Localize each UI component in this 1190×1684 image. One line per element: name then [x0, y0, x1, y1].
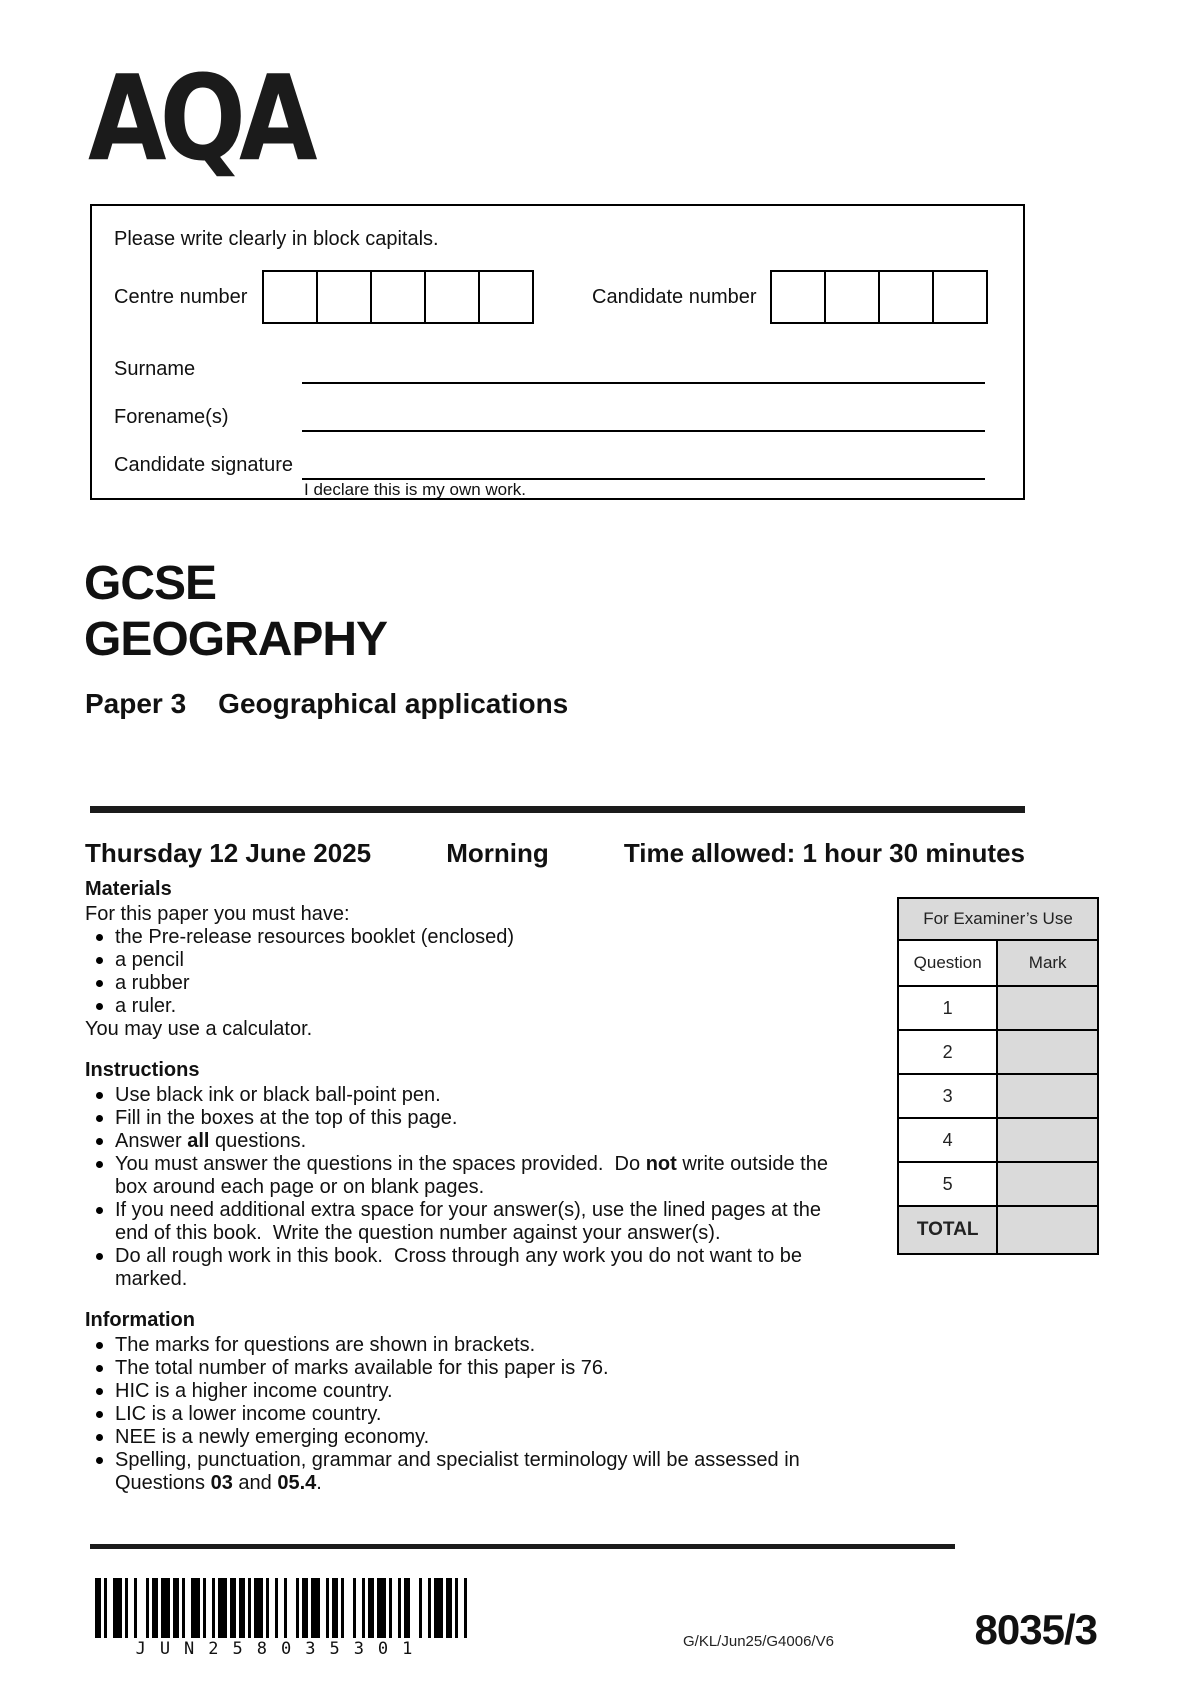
qualification-title: GCSE	[84, 557, 217, 610]
examiner-table-rows	[898, 986, 1098, 1206]
mark-cell	[997, 1118, 1098, 1162]
candidate-number-boxes	[770, 270, 988, 324]
list-item: a ruler.	[85, 995, 830, 1018]
candidate-number-cell[interactable]	[878, 270, 934, 324]
barcode-gap	[287, 1578, 296, 1638]
question-number-cell: 4	[898, 1118, 997, 1162]
paper-number: Paper 3	[85, 688, 187, 719]
total-label: TOTAL	[898, 1206, 997, 1254]
mark-column-header: Mark	[997, 940, 1098, 986]
paper-name: Geographical applications	[218, 688, 569, 719]
list-item: a pencil	[85, 949, 830, 972]
centre-number-boxes	[262, 270, 534, 324]
barcode-bar	[161, 1578, 170, 1638]
question-number-cell: 1	[898, 986, 997, 1030]
list-item: NEE is a newly emerging economy.	[85, 1426, 830, 1449]
centre-number-cell[interactable]	[478, 270, 534, 324]
question-column-header: Question	[898, 940, 997, 986]
barcode-bar	[254, 1578, 263, 1638]
question-number-cell: 2	[898, 1030, 997, 1074]
examiner-row	[898, 1162, 1098, 1206]
mark-cell	[997, 986, 1098, 1030]
question-number-cell: 5	[898, 1162, 997, 1206]
centre-number-cell[interactable]	[262, 270, 318, 324]
title-divider-rule	[90, 806, 1025, 813]
declaration-text: I declare this is my own work.	[304, 480, 527, 499]
examiner-row	[898, 986, 1098, 1030]
materials-list	[85, 926, 830, 1018]
examiner-table-title: For Examiner’s Use	[898, 898, 1098, 940]
information-heading: Information	[85, 1309, 195, 1331]
surname-field[interactable]	[302, 382, 985, 384]
list-item: Do all rough work in this book. Cross through any work you do not want to be marked.	[85, 1245, 830, 1291]
list-item: The marks for questions are shown in brackets.	[85, 1334, 830, 1357]
centre-number-cell[interactable]	[370, 270, 426, 324]
paper-title-line	[85, 688, 568, 720]
list-item: Use black ink or black ball-point pen.	[85, 1084, 830, 1107]
candidate-number-cell[interactable]	[824, 270, 880, 324]
barcode-gap	[137, 1578, 146, 1638]
mark-cell	[997, 1030, 1098, 1074]
list-item: If you need additional extra space for your answer(s), use the lined pages at the end of this book. Write the question number against your answer(s).	[85, 1199, 830, 1245]
barcode-bar	[113, 1578, 122, 1638]
candidate-number-cell[interactable]	[770, 270, 826, 324]
paper-code: 8035/3	[974, 1606, 1097, 1653]
barcode-bar	[218, 1578, 227, 1638]
barcode-text: JUN258035301	[135, 1639, 427, 1659]
information-list	[85, 1334, 830, 1495]
calculator-note: You may use a calculator.	[85, 1018, 313, 1040]
list-item: You must answer the questions in the spaces provided. Do not write outside the box around each page or on blank pages.	[85, 1153, 830, 1199]
candidate-number-cell[interactable]	[932, 270, 988, 324]
aqa-logo: AQA	[88, 49, 311, 187]
examiner-row	[898, 1030, 1098, 1074]
mark-cell	[997, 1162, 1098, 1206]
session-row	[85, 838, 1025, 869]
examiner-use-table	[897, 897, 1099, 1255]
list-item: a rubber	[85, 972, 830, 995]
surname-label: Surname	[114, 358, 196, 380]
instructions-list	[85, 1084, 834, 1291]
candidate-signature-label: Candidate signature	[114, 454, 294, 476]
footer-rule	[90, 1544, 955, 1549]
print-reference-code: G/KL/Jun25/G4006/V6	[683, 1633, 834, 1650]
examiner-row	[898, 1074, 1098, 1118]
front-page-text	[85, 878, 834, 1495]
forenames-label: Forename(s)	[114, 406, 229, 428]
list-item: Answer all questions.	[85, 1130, 830, 1153]
barcode-gap	[344, 1578, 353, 1638]
examiner-row	[898, 1118, 1098, 1162]
list-item: HIC is a higher income country.	[85, 1380, 830, 1403]
barcode-bar	[311, 1578, 320, 1638]
barcode-bar	[464, 1578, 467, 1638]
barcode-gap	[410, 1578, 419, 1638]
list-item: LIC is a lower income country.	[85, 1403, 830, 1426]
question-number-cell: 3	[898, 1074, 997, 1118]
list-item: Spelling, punctuation, grammar and specialist terminology will be assessed in Questions 03 and 05.4.	[85, 1449, 830, 1495]
subject-title: GEOGRAPHY	[84, 613, 388, 666]
instructions-heading: Instructions	[85, 1059, 200, 1081]
materials-intro: For this paper you must have:	[85, 903, 350, 925]
barcode-bar	[434, 1578, 443, 1638]
centre-number-cell[interactable]	[424, 270, 480, 324]
materials-heading: Materials	[85, 878, 172, 900]
candidate-details-box	[90, 204, 1025, 500]
list-item: the Pre-release resources booklet (enclosed)	[85, 926, 830, 949]
barcode-bar	[377, 1578, 386, 1638]
block-capitals-instruction: Please write clearly in block capitals.	[114, 228, 439, 250]
forenames-field[interactable]	[302, 430, 985, 432]
mark-cell	[997, 1074, 1098, 1118]
total-mark-cell	[997, 1206, 1098, 1254]
barcode-bar	[191, 1578, 200, 1638]
barcode	[95, 1578, 467, 1638]
exam-date: Thursday 12 June 2025	[85, 838, 372, 868]
exam-session: Morning	[446, 838, 549, 868]
list-item: The total number of marks available for this paper is 76.	[85, 1357, 830, 1380]
list-item: Fill in the boxes at the top of this page.	[85, 1107, 830, 1130]
time-allowed: Time allowed: 1 hour 30 minutes	[623, 838, 1025, 868]
centre-number-label: Centre number	[114, 286, 248, 308]
centre-number-cell[interactable]	[316, 270, 372, 324]
candidate-number-label: Candidate number	[592, 286, 757, 308]
